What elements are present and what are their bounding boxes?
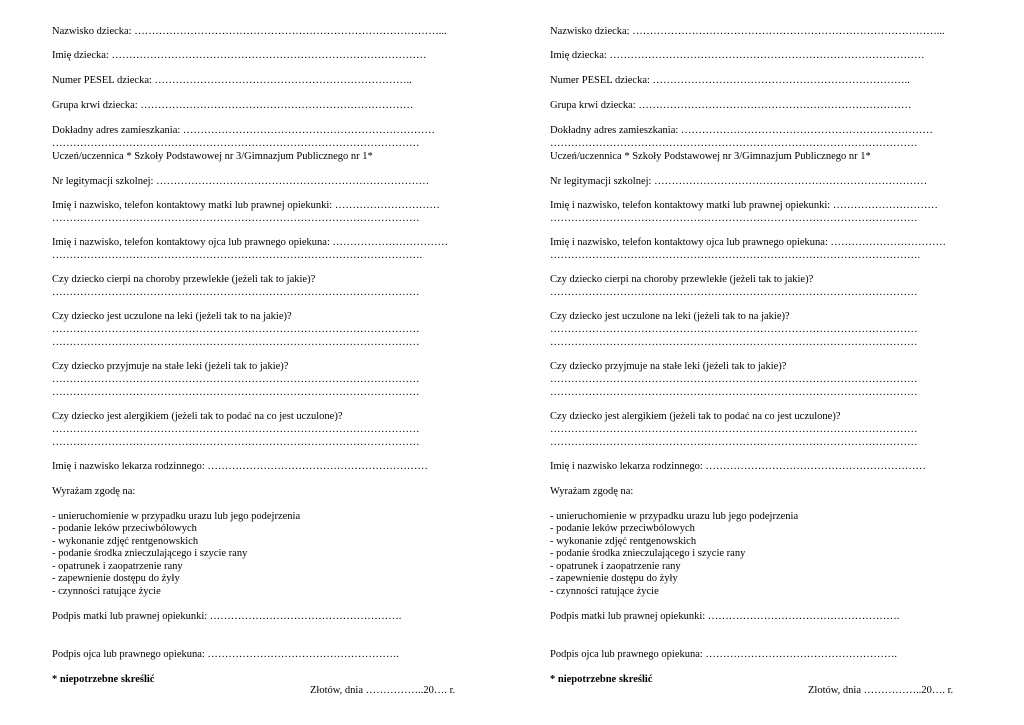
consent-item: - opatrunek i zaopatrzenie rany xyxy=(52,561,183,572)
strike-note xyxy=(550,674,652,686)
mother-contact-field: Imię i nazwisko, telefon kontaktowy matki lub prawnej opiekunki: ………………………… xyxy=(550,200,938,211)
strike-note xyxy=(52,674,154,686)
father-signature-field: Podpis ojca lub prawnego opiekuna: ………………………………………………. xyxy=(52,649,400,660)
allergy-answer-1: …………………………………………………………………………………………… xyxy=(550,424,918,435)
form-copy-left xyxy=(52,0,522,725)
school-id-field: Nr legitymacji szkolnej: …………………………………………………………………… xyxy=(52,176,430,187)
drug-allergy-question: Czy dziecko jest uczulone na leki (jeżeli tak to na jakie)? xyxy=(550,311,790,322)
chronic-disease-question: Czy dziecko cierpi na choroby przewlekłe (jeżeli tak to jakie)? xyxy=(550,274,814,285)
child-first-name-field: Imię dziecka: ……………………………………………………………………………… xyxy=(550,50,925,61)
drug-allergy-answer-2: …………………………………………………………………………………………… xyxy=(550,337,918,348)
drug-allergy-answer-2: …………………………………………………………………………………………… xyxy=(52,337,420,348)
allergy-answer-1: …………………………………………………………………………………………… xyxy=(52,424,420,435)
mother-signature-field: Podpis matki lub prawnej opiekunki: ………………………………………………. xyxy=(550,611,900,622)
mother-contact-continuation: …………………………………………………………………………………………… xyxy=(550,213,918,224)
student-school-line: Uczeń/uczennica * Szkoły Podstawowej nr 3/Gimnazjum Publicznego nr 1* xyxy=(550,151,871,162)
consent-item: - podanie środka znieczulającego i szycie rany xyxy=(550,548,746,559)
allergy-question: Czy dziecko jest alergikiem (jeżeli tak to podać na co jest uczulone)? xyxy=(550,411,841,422)
allergy-question: Czy dziecko jest alergikiem (jeżeli tak to podać na co jest uczulone)? xyxy=(52,411,343,422)
address-continuation: …………………………………………………………………………………………… xyxy=(550,138,918,149)
allergy-answer-2: …………………………………………………………………………………………… xyxy=(550,437,918,448)
mother-contact-continuation: …………………………………………………………………………………………… xyxy=(52,213,420,224)
school-id-field: Nr legitymacji szkolnej: …………………………………………………………………… xyxy=(550,176,928,187)
child-surname-field: Nazwisko dziecka: ……………………………………………………………………………... xyxy=(550,26,945,37)
drug-allergy-answer-1: …………………………………………………………………………………………… xyxy=(52,324,420,335)
address-continuation: …………………………………………………………………………………………… xyxy=(52,138,420,149)
consent-item: - podanie środka znieczulającego i szycie rany xyxy=(52,548,248,559)
chronic-disease-answer: …………………………………………………………………………………………… xyxy=(52,287,420,298)
mother-signature-field: Podpis matki lub prawnej opiekunki: ………………………………………………. xyxy=(52,611,402,622)
strike-note-text: * niepotrzebne skreślić xyxy=(52,674,155,685)
consent-item: - opatrunek i zaopatrzenie rany xyxy=(550,561,681,572)
consent-heading: Wyrażam zgodę na: xyxy=(52,486,136,497)
consent-item: - wykonanie zdjęć rentgenowskich xyxy=(550,536,697,547)
address-field: Dokładny adres zamieszkania: ……………………………………………………………… xyxy=(550,125,933,136)
consent-heading: Wyrażam zgodę na: xyxy=(550,486,634,497)
child-surname-field: Nazwisko dziecka: ……………………………………………………………………………... xyxy=(52,26,447,37)
child-pesel-field: Numer PESEL dziecka: ……………………………………………………………….. xyxy=(550,75,910,86)
regular-medication-question: Czy dziecko przyjmuje na stałe leki (jeżeli tak to jakie)? xyxy=(550,361,787,372)
drug-allergy-question: Czy dziecko jest uczulone na leki (jeżeli tak to na jakie)? xyxy=(52,311,292,322)
child-blood-group-field: Grupa krwi dziecka: …………………………………………………………………… xyxy=(550,100,912,111)
father-signature-field: Podpis ojca lub prawnego opiekuna: ………………………………………………. xyxy=(550,649,898,660)
regular-medication-answer-2: …………………………………………………………………………………………… xyxy=(550,387,918,398)
strike-note-text: * niepotrzebne skreślić xyxy=(550,674,653,685)
consent-item: - podanie leków przeciwbólowych xyxy=(52,523,197,534)
family-doctor-field: Imię i nazwisko lekarza rodzinnego: ……………………………………………………… xyxy=(550,461,926,472)
consent-item: - zapewnienie dostępu do żyły xyxy=(550,573,678,584)
father-contact-continuation: ……………………………………………………………………………………………. xyxy=(550,250,921,261)
student-school-line: Uczeń/uczennica * Szkoły Podstawowej nr 3/Gimnazjum Publicznego nr 1* xyxy=(52,151,373,162)
consent-item: - unieruchomienie w przypadku urazu lub jego podejrzenia xyxy=(52,511,301,522)
regular-medication-answer-1: …………………………………………………………………………………………… xyxy=(550,374,918,385)
family-doctor-field: Imię i nazwisko lekarza rodzinnego: ……………………………………………………… xyxy=(52,461,428,472)
consent-item: - wykonanie zdjęć rentgenowskich xyxy=(52,536,199,547)
consent-item: - zapewnienie dostępu do żyły xyxy=(52,573,180,584)
consent-item: - unieruchomienie w przypadku urazu lub jego podejrzenia xyxy=(550,511,799,522)
consent-item: - podanie leków przeciwbólowych xyxy=(550,523,695,534)
child-pesel-field: Numer PESEL dziecka: ……………………………………………………………….. xyxy=(52,75,412,86)
father-contact-continuation: ……………………………………………………………………………………………. xyxy=(52,250,423,261)
chronic-disease-question: Czy dziecko cierpi na choroby przewlekłe (jeżeli tak to jakie)? xyxy=(52,274,316,285)
address-field: Dokładny adres zamieszkania: ……………………………………………………………… xyxy=(52,125,435,136)
father-contact-field: Imię i nazwisko, telefon kontaktowy ojca lub prawnego opiekuna: …………………………… xyxy=(550,237,947,248)
place-date-field: Złotów, dnia ……………..20…. r. xyxy=(808,684,954,696)
child-first-name-field: Imię dziecka: ……………………………………………………………………………… xyxy=(52,50,427,61)
consent-item: - czynności ratujące życie xyxy=(550,586,659,597)
allergy-answer-2: …………………………………………………………………………………………… xyxy=(52,437,420,448)
regular-medication-answer-2: …………………………………………………………………………………………… xyxy=(52,387,420,398)
drug-allergy-answer-1: …………………………………………………………………………………………… xyxy=(550,324,918,335)
place-date-field: Złotów, dnia ……………..20…. r. xyxy=(310,684,456,696)
regular-medication-question: Czy dziecko przyjmuje na stałe leki (jeżeli tak to jakie)? xyxy=(52,361,289,372)
consent-item: - czynności ratujące życie xyxy=(52,586,161,597)
regular-medication-answer-1: …………………………………………………………………………………………… xyxy=(52,374,420,385)
chronic-disease-answer: …………………………………………………………………………………………… xyxy=(550,287,918,298)
form-copy-right xyxy=(550,0,1020,725)
mother-contact-field: Imię i nazwisko, telefon kontaktowy matki lub prawnej opiekunki: ………………………… xyxy=(52,200,440,211)
child-blood-group-field: Grupa krwi dziecka: …………………………………………………………………… xyxy=(52,100,414,111)
father-contact-field: Imię i nazwisko, telefon kontaktowy ojca lub prawnego opiekuna: …………………………… xyxy=(52,237,449,248)
